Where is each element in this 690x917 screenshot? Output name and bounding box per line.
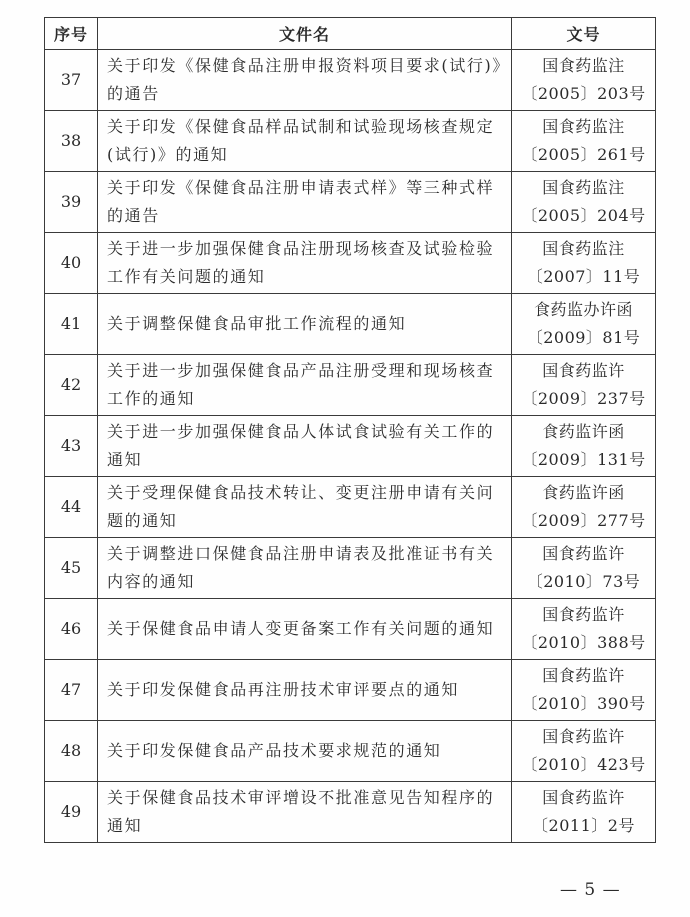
reference-number: 〔2009〕277号: [521, 511, 646, 530]
row-number: 47: [45, 660, 98, 721]
reference-issuer: 国食药监注: [542, 56, 625, 75]
reference-issuer: 国食药监许: [542, 544, 625, 563]
row-reference: [512, 111, 656, 172]
reference-issuer: 食药监许函: [542, 483, 625, 502]
reference-issuer: 国食药监注: [542, 117, 625, 136]
row-number: 48: [45, 721, 98, 782]
reference-number: 〔2005〕203号: [521, 84, 646, 103]
reference-number: 〔2010〕390号: [521, 694, 646, 713]
table-row: [45, 538, 656, 599]
reference-issuer: 国食药监许: [542, 727, 625, 746]
reference-number: 〔2009〕131号: [521, 450, 646, 469]
row-document-name: 关于印发《保健食品样品试制和试验现场核查规定(试行)》的通知: [98, 111, 512, 172]
table-row: [45, 660, 656, 721]
document-list-table: [44, 17, 656, 843]
row-reference: [512, 233, 656, 294]
reference-number: 〔2010〕388号: [521, 633, 646, 652]
row-reference: [512, 355, 656, 416]
row-reference: [512, 477, 656, 538]
row-document-name: 关于进一步加强保健食品注册现场核查及试验检验工作有关问题的通知: [98, 233, 512, 294]
reference-issuer: 国食药监注: [542, 239, 625, 258]
row-document-name: 关于受理保健食品技术转让、变更注册申请有关问题的通知: [98, 477, 512, 538]
reference-issuer: 国食药监许: [542, 361, 625, 380]
row-reference: [512, 50, 656, 111]
row-number: 46: [45, 599, 98, 660]
row-number: 40: [45, 233, 98, 294]
table-row: [45, 599, 656, 660]
table-row: [45, 782, 656, 843]
reference-issuer: 食药监许函: [542, 422, 625, 441]
row-reference: [512, 538, 656, 599]
reference-issuer: 食药监办许函: [533, 300, 633, 319]
row-document-name: 关于进一步加强保健食品人体试食试验有关工作的通知: [98, 416, 512, 477]
table-row: [45, 721, 656, 782]
reference-issuer: 国食药监许: [542, 788, 625, 807]
reference-number: 〔2005〕261号: [521, 145, 646, 164]
reference-number: 〔2010〕423号: [521, 755, 646, 774]
row-number: 41: [45, 294, 98, 355]
row-reference: [512, 782, 656, 843]
row-reference: [512, 416, 656, 477]
table-row: [45, 172, 656, 233]
row-reference: [512, 660, 656, 721]
reference-number: 〔2005〕204号: [521, 206, 646, 225]
reference-issuer: 国食药监注: [542, 178, 625, 197]
table-row: [45, 477, 656, 538]
header-number: 序号: [45, 18, 98, 50]
table-row: [45, 294, 656, 355]
table-row: [45, 355, 656, 416]
row-number: 37: [45, 50, 98, 111]
row-document-name: 关于印发《保健食品注册申请表式样》等三种式样的通告: [98, 172, 512, 233]
row-number: 38: [45, 111, 98, 172]
table-row: [45, 50, 656, 111]
reference-number: 〔2009〕237号: [521, 389, 646, 408]
reference-number: 〔2011〕2号: [532, 816, 635, 835]
row-document-name: 关于印发保健食品产品技术要求规范的通知: [98, 721, 512, 782]
reference-number: 〔2010〕73号: [526, 572, 641, 591]
row-document-name: 关于印发保健食品再注册技术审评要点的通知: [98, 660, 512, 721]
row-number: 39: [45, 172, 98, 233]
row-number: 44: [45, 477, 98, 538]
row-number: 43: [45, 416, 98, 477]
row-number: 45: [45, 538, 98, 599]
table-row: [45, 233, 656, 294]
row-number: 42: [45, 355, 98, 416]
row-document-name: 关于调整进口保健食品注册申请表及批准证书有关内容的通知: [98, 538, 512, 599]
row-document-name: 关于进一步加强保健食品产品注册受理和现场核查工作的通知: [98, 355, 512, 416]
header-reference: 文号: [512, 18, 656, 50]
row-number: 49: [45, 782, 98, 843]
reference-issuer: 国食药监许: [542, 666, 625, 685]
row-reference: [512, 721, 656, 782]
row-document-name: 关于保健食品申请人变更备案工作有关问题的通知: [98, 599, 512, 660]
table-row: [45, 416, 656, 477]
row-reference: [512, 599, 656, 660]
reference-number: 〔2009〕81号: [526, 328, 641, 347]
row-reference: [512, 172, 656, 233]
row-document-name: 关于保健食品技术审评增设不批准意见告知程序的通知: [98, 782, 512, 843]
reference-number: 〔2007〕11号: [526, 267, 641, 286]
row-reference: [512, 294, 656, 355]
reference-issuer: 国食药监许: [542, 605, 625, 624]
header-name: 文件名: [98, 18, 512, 50]
table-row: [45, 111, 656, 172]
row-document-name: 关于调整保健食品审批工作流程的通知: [98, 294, 512, 355]
row-document-name: 关于印发《保健食品注册申报资料项目要求(试行)》的通告: [98, 50, 512, 111]
page-number: — 5 —: [560, 880, 621, 900]
table-header-row: [45, 18, 656, 50]
